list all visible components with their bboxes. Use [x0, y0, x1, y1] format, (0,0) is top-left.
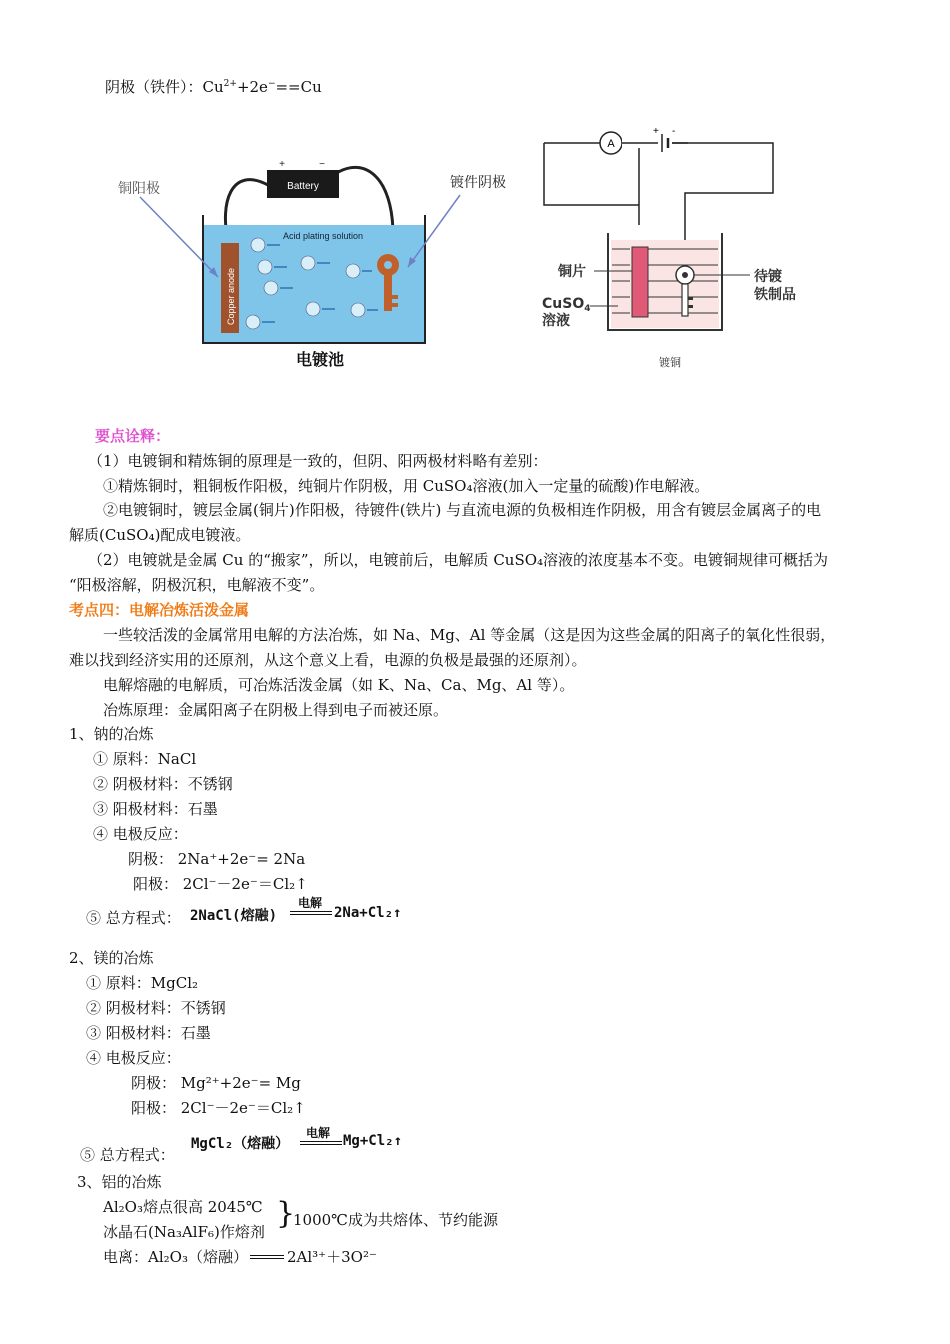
svg-text:Battery: Battery — [287, 181, 319, 192]
sodium-cathode-eq: 阴极： 2Na⁺+2e⁻= 2Na — [128, 850, 306, 868]
section-p2: 电解熔融的电解质，可冶炼活泼金属（如 K、Na、Ca、Mg、Al 等）。 — [103, 676, 575, 694]
svg-text:铁制品: 铁制品 — [754, 287, 796, 303]
svg-text:+: + — [279, 159, 285, 170]
svg-text:+: + — [653, 126, 659, 137]
magnesium-total-label: ⑤ 总方程式： — [80, 1146, 175, 1164]
magnesium-cathode-material: ② 阴极材料：不锈钢 — [86, 999, 226, 1017]
sodium-total-left: 2NaCl(熔融) — [190, 908, 278, 924]
svg-text:铜片: 铜片 — [558, 264, 586, 280]
svg-text:Copper anode: Copper anode — [226, 267, 236, 325]
magnesium-electrode-reaction: ④ 电极反应： — [86, 1049, 181, 1067]
svg-text:镀铜: 镀铜 — [659, 356, 681, 369]
brace-icon: } — [276, 1196, 296, 1231]
magnesium-condition: 电解 — [306, 1126, 331, 1140]
magnesium-anode-material: ③ 阳极材料：石墨 — [86, 1024, 211, 1042]
cu-ion — [301, 256, 315, 270]
svg-text:−: − — [319, 159, 325, 170]
svg-text:待镀: 待镀 — [754, 269, 782, 285]
notes-p1: （1）电镀铜和精炼铜的原理是一致的，但阴、阳两极材料略有差别： — [88, 452, 548, 470]
svg-text:A: A — [607, 138, 615, 150]
cu-ion — [306, 302, 320, 316]
svg-text:-: - — [672, 126, 676, 137]
sodium-total-right: 2Na+Cl₂↑ — [334, 905, 402, 921]
cu-ion — [264, 281, 278, 295]
magnesium-cathode-eq: 阴极： Mg²⁺+2e⁻= Mg — [131, 1074, 301, 1092]
aluminum-ionization: 电离：Al₂O₃（熔融） — [103, 1248, 248, 1266]
svg-text:电镀池: 电镀池 — [295, 350, 345, 369]
magnesium-equals-sign — [300, 1141, 342, 1145]
section-p1a: 一些较活泼的金属常用电解的方法冶炼，如 Na、Mg、Al 等金属（这是因为这些金属的阳离子的氧化性很弱， — [103, 626, 836, 644]
cu-ion — [258, 260, 272, 274]
notes-p3a: ②电镀铜时，镀层金属(铜片)作阳极，待镀件(铁片) 与直流电源的负极相连作阴极，用含有镀层金属离子的电 — [103, 501, 822, 519]
aluminum-line2: 冰晶石(Na₃AlF₆)作熔剂 — [103, 1223, 265, 1241]
svg-text:CuSO4: CuSO$_4$ — [542, 296, 591, 314]
notes-p4b: “阳极溶解，阴极沉积，电解液不变”。 — [69, 576, 325, 594]
copper-plate — [632, 247, 648, 317]
aluminum-title: 3、铝的冶炼 — [77, 1173, 162, 1191]
magnesium-anode-eq: 阳极： 2Cl⁻－2e⁻＝Cl₂↑ — [131, 1099, 306, 1117]
sodium-cathode-material: ② 阴极材料：不锈钢 — [93, 775, 233, 793]
sodium-electrode-reaction: ④ 电极反应： — [93, 825, 188, 843]
magnesium-total-right: Mg+Cl₂↑ — [343, 1133, 403, 1149]
sodium-equals-sign — [290, 911, 332, 915]
notes-p2: ①精炼铜时，粗铜板作阳极，纯铜片作阴极，用 CuSO₄溶液(加入一定量的硫酸)作电解液。 — [103, 477, 710, 495]
sodium-condition: 电解 — [298, 896, 323, 910]
aluminum-equals-sign — [250, 1255, 284, 1259]
notes-heading: 要点诠释： — [95, 427, 171, 445]
section-p3: 冶炼原理：金属阳离子在阴极上得到电子而被还原。 — [103, 701, 449, 719]
aluminum-ionization-right: 2Al³⁺＋3O²⁻ — [287, 1248, 377, 1266]
svg-text:Acid plating solution: Acid plating solution — [282, 231, 364, 241]
electroplating-cell-figure — [110, 145, 530, 375]
cu-ion — [346, 264, 360, 278]
magnesium-title: 2、镁的冶炼 — [69, 949, 154, 967]
magnesium-total-left: MgCl₂（熔融） — [191, 1136, 290, 1152]
sodium-total-label: ⑤ 总方程式： — [86, 909, 181, 927]
section-heading: 考点四：电解冶炼活泼金属 — [69, 601, 250, 619]
magnesium-raw: ① 原料：MgCl₂ — [86, 974, 199, 992]
svg-text:铜阳极: 铜阳极 — [118, 181, 160, 197]
sodium-title: 1、钠的冶炼 — [69, 725, 154, 743]
copper-plating-figure — [538, 125, 798, 375]
aluminum-line1: Al₂O₃熔点很高 2045℃ — [103, 1198, 263, 1216]
cu-ion — [251, 238, 265, 252]
cu-ion — [246, 315, 260, 329]
cuso4-solution — [611, 240, 719, 328]
notes-p4a: （2）电镀就是金属 Cu 的“搬家”，所以，电镀前后，电解质 CuSO₄溶液的浓度基本不变。电镀铜规律可概括为 — [88, 551, 829, 569]
sodium-anode-material: ③ 阳极材料：石墨 — [93, 800, 218, 818]
cu-ion — [351, 303, 365, 317]
svg-text:溶液: 溶液 — [542, 313, 570, 329]
sodium-anode-eq: 阳极： 2Cl⁻－2e⁻＝Cl₂↑ — [133, 875, 308, 893]
notes-p3b: 解质(CuSO₄)配成电镀液。 — [69, 526, 251, 544]
cathode-iron-line: 阴极（铁件）：$Cu^{2+}+2e^-==Cu$ — [105, 78, 322, 96]
svg-text:镀件阴极: 镀件阴极 — [450, 175, 506, 191]
sodium-raw: ① 原料：NaCl — [93, 750, 197, 768]
aluminum-brace-note: 1000℃成为共熔体、节约能源 — [293, 1211, 498, 1229]
section-p1b: 难以找到经济实用的还原剂，从这个意义上看，电源的负极是最强的还原剂）。 — [69, 651, 587, 669]
